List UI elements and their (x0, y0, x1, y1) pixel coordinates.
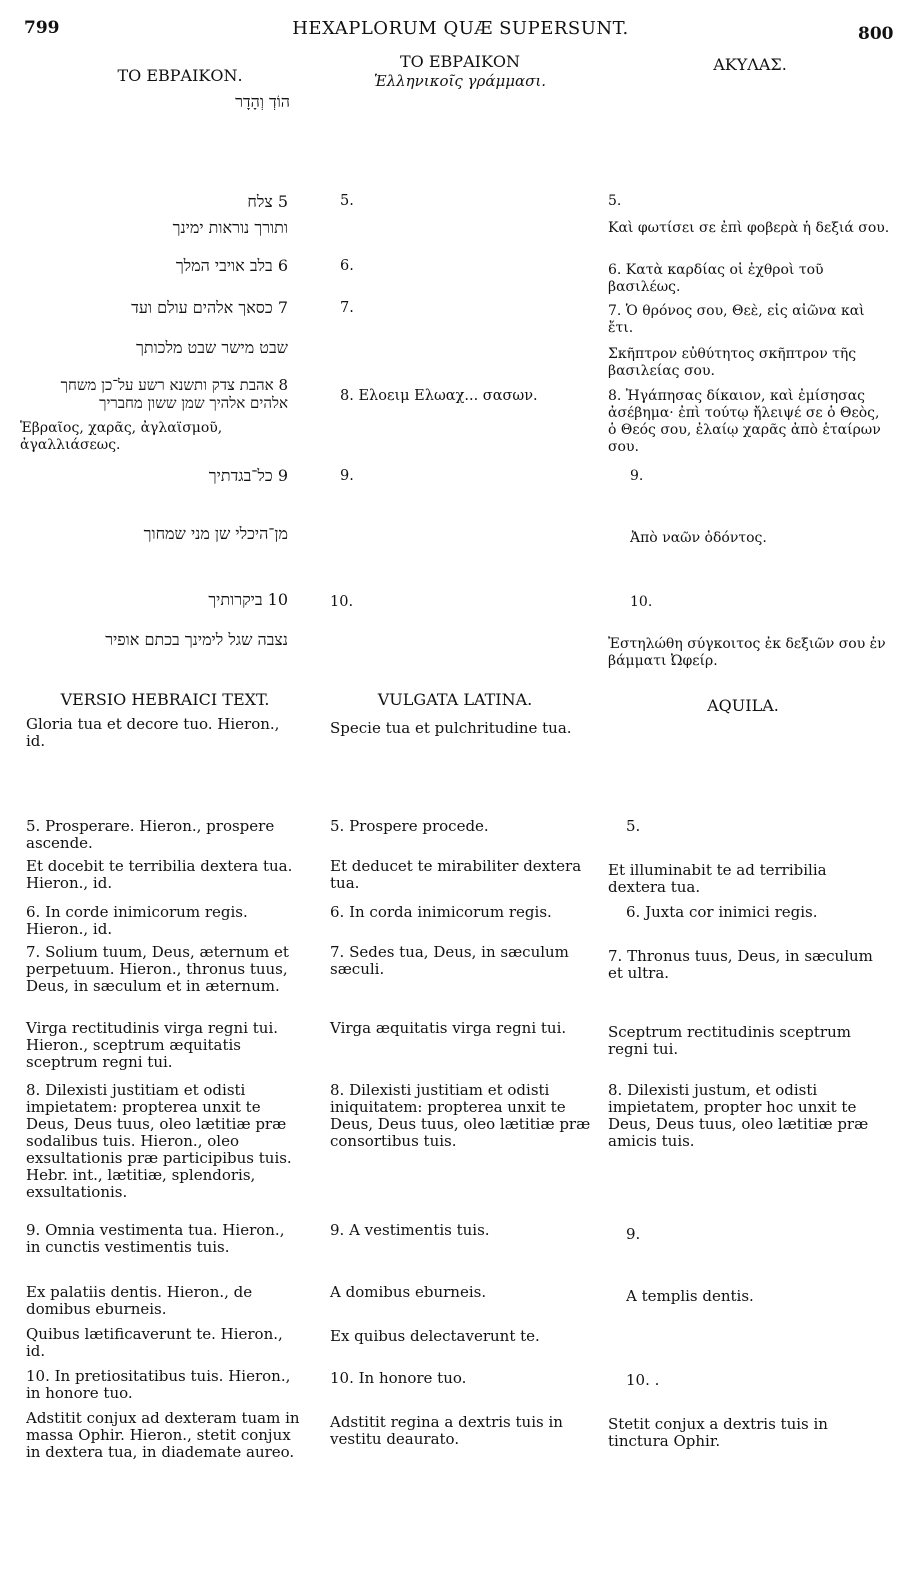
latin-c2: A domibus eburneis. (330, 1283, 487, 1301)
latin-c3: Stetit conjux a dextris tuis in tinctura Ophir. (608, 1415, 828, 1450)
hebrew-greek-note: Ἑβραῖος, χαρᾶς, ἀγλαϊσμοῦ, ἀγαλλιάσεως. (20, 420, 223, 453)
aquila-line: Ἐστηλώθη σύγκοιτος ἐκ δεξιῶν σου ἐν βάμματι Ὠφείρ. (608, 636, 886, 669)
aquila-line: Ἀπὸ ναῶν ὀδόντος. (630, 530, 767, 546)
latin-intro-col2: Specie tua et pulchritudine tua. (330, 719, 572, 737)
hebrew-line: 8 אהבת צדק ותשנא רשע על־כן משחך אלהים אלהיך שמן ששון מחבריך (60, 376, 288, 412)
latin-c3: 9. (626, 1225, 641, 1243)
latin-c2: 8. Dilexisti justitiam et odisti iniquitatem: propterea unxit te Deus, Deus tuus, oleo lætitiæ præ consortibus tuis. (330, 1081, 591, 1150)
page-number-right: 800 (858, 24, 894, 44)
aquila-line: 10. (630, 594, 653, 610)
latin-col1-title: VERSIO HEBRAICI TEXT. (60, 690, 270, 709)
running-title: HEXAPLORUM QUÆ SUPERSUNT. (292, 18, 629, 39)
hebrew-line: ותורך נוראות ימינך (172, 218, 288, 237)
latin-c1: 9. Omnia vestimenta tua. Hieron., in cunctis vestimentis tuis. (26, 1221, 285, 1256)
latin-c1: 5. Prosperare. Hieron., prospere ascende. (26, 817, 275, 852)
aquila-line: 7. Ὁ θρόνος σου, Θεὲ, εἰς αἰῶνα καὶ ἔτι. (608, 303, 865, 336)
hebrew-line: 6 בלב אויבי המלך (175, 256, 288, 275)
aquila-line: 6. Κατὰ καρδίας οἱ ἐχθροὶ τοῦ βασιλέως. (608, 262, 824, 295)
hebrew-line: שבט מישר שבט מלכותך (135, 338, 288, 357)
latin-c2: Ex quibus delectaverunt te. (330, 1327, 540, 1345)
aquila-line: 9. (630, 468, 644, 484)
hebrew-line: 5 צלח (247, 192, 288, 211)
latin-c1: Virga rectitudinis virga regni tui. Hieron., sceptrum æquitatis sceptrum regni tui. (26, 1019, 279, 1071)
latin-c1: Ex palatiis dentis. Hieron., de domibus eburneis. (26, 1283, 253, 1318)
latin-c3: 7. Thronus tuus, Deus, in sæculum et ultra. (608, 947, 873, 982)
hebrew-line: 10 ביקרותיך (208, 590, 288, 609)
latin-c1: Et docebit te terribilia dextera tua. Hieron., id. (26, 857, 293, 892)
latin-c2: Virga æquitatis virga regni tui. (330, 1019, 567, 1037)
latin-c1: 6. In corde inimicorum regis. Hieron., id. (26, 903, 248, 938)
aquila-line: Καὶ φωτίσει σε ἐπὶ φοβερὰ ἡ δεξιά σου. (608, 220, 890, 236)
latin-c3: 5. (626, 817, 641, 835)
hebrew-line: נצבה שגל לימינך בכתם אופיר (105, 630, 288, 649)
latin-c2: Adstitit regina a dextris tuis in vestitu deaurato. (330, 1413, 563, 1448)
latin-c3: 6. Juxta cor inimici regis. (626, 903, 818, 921)
col1-title: ΤΟ ΕΒΡΑΙΚΟΝ. (117, 66, 243, 85)
latin-c2: 10. In honore tuo. (330, 1369, 467, 1387)
latin-c3: Sceptrum rectitudinis sceptrum regni tui. (608, 1023, 851, 1058)
latin-c2: 5. Prospere procede. (330, 817, 489, 835)
latin-c1: 7. Solium tuum, Deus, æternum et perpetuum. Hieron., thronus tuus, Deus, in sæculum et in æternum. (26, 943, 289, 995)
hebraikon-line: 10. (330, 594, 354, 610)
hebraikon-line: 5. (340, 193, 354, 209)
hebrew-line: 7 כסאך אלהים עולם ועד (131, 298, 288, 317)
col2-title: ΤΟ ΕΒΡΑΙΚΟΝ (399, 52, 521, 71)
latin-c1: Quibus lætificaverunt te. Hieron., id. (26, 1325, 283, 1360)
col3-title: ΑΚΥΛΑΣ. (713, 55, 787, 74)
latin-c3: A templis dentis. (626, 1287, 754, 1305)
hebraikon-line: 8. Ελοειμ Ελωαχ... σασων. (340, 388, 538, 404)
latin-c1: 10. In pretiositatibus tuis. Hieron., in honore tuo. (26, 1367, 291, 1402)
latin-c2: 7. Sedes tua, Deus, in sæculum sæculi. (330, 943, 569, 978)
hebraikon-line: 9. (340, 468, 354, 484)
latin-c2: 6. In corda inimicorum regis. (330, 903, 552, 921)
hebraikon-line: 7. (340, 300, 354, 316)
latin-c3: 8. Dilexisti justum, et odisti impietatem, propter hoc unxit te Deus, Deus tuus, oleo lætitiæ præ amicis tuis. (608, 1081, 869, 1150)
latin-c1: Adstitit conjux ad dexteram tuam in massa Ophir. Hieron., stetit conjux in dextera tua, in diademate aureo. (26, 1409, 300, 1461)
latin-c2: Et deducet te mirabiliter dextera tua. (330, 857, 582, 892)
latin-c3: Et illuminabit te ad terribilia dextera tua. (608, 861, 827, 896)
latin-c3: 10. . (626, 1371, 660, 1389)
aquila-line: Σκῆπτρον εὐθύτητος σκῆπτρον τῆς βασιλείας σου. (608, 346, 857, 379)
latin-intro-col1: Gloria tua et decore tuo. Hieron., id. (26, 715, 280, 750)
aquila-line: 5. (608, 193, 622, 209)
page-number-left: 799 (24, 18, 60, 38)
col2-subtitle: Ἑλληνικοῖς γράμμασι. (374, 72, 546, 90)
latin-c1: 8. Dilexisti justitiam et odisti impietatem: propterea unxit te Deus, Deus tuus, oleo lætitiæ præ sodalibus tuis. Hieron., oleo exsultationis præ participibus tuis. Hebr. int., lætitiæ, splendoris, exsultationis. (26, 1081, 292, 1201)
hebrew-line: 9 כל־בגדתיך (208, 466, 288, 485)
latin-col2-title: VULGATA LATINA. (377, 690, 533, 709)
latin-col3-title: AQUILA. (707, 696, 779, 715)
col1-subtitle-hebrew: הוֹדְ וְהָדָר (235, 92, 290, 111)
hebraikon-line: 6. (340, 258, 354, 274)
hebrew-line: מן־היכלי שן מני שמחוך (143, 524, 288, 543)
aquila-line: 8. Ἠγάπησας δίκαιον, καὶ ἐμίσησας ἀσέβημα· ἐπὶ τούτῳ ἤλειψέ σε ὁ Θεὸς, ὁ Θεός σου, ἐλαίῳ χαρᾶς ἀπὸ ἑταίρων σου. (608, 388, 881, 455)
latin-c2: 9. A vestimentis tuis. (330, 1221, 490, 1239)
